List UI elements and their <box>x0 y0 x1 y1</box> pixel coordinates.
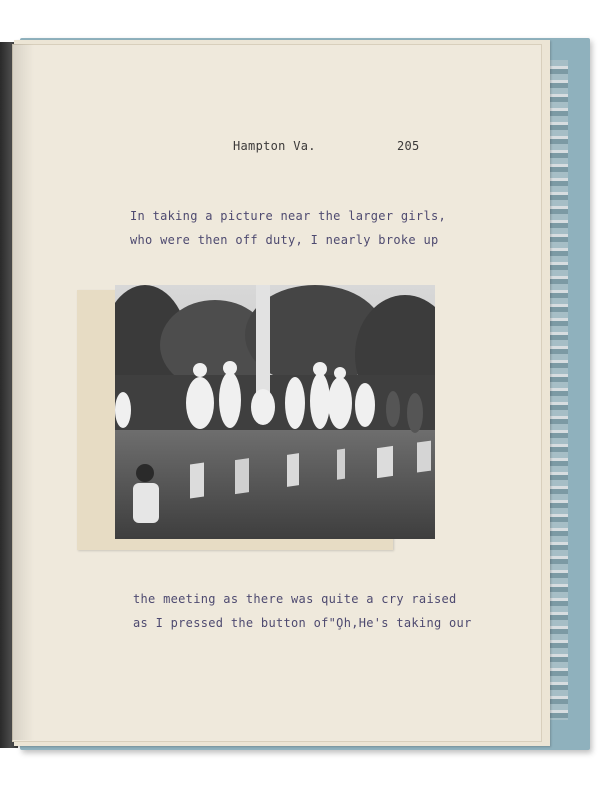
text-line-3: the meeting as there was quite a cry raised <box>133 592 457 606</box>
text-line-4: as I pressed the button of"O̧h,He's taking our <box>133 616 472 630</box>
text-line-1: In taking a picture near the larger girls, <box>130 209 447 223</box>
photograph-icon <box>115 285 435 539</box>
cover-edge <box>548 60 568 720</box>
photograph <box>115 285 435 539</box>
page-header-title: Hampton Va. <box>233 139 316 153</box>
text-line-2: who were then off duty, I nearly broke up <box>130 233 439 247</box>
page-gutter-shadow <box>12 44 34 740</box>
page-number: 205 <box>397 139 420 153</box>
